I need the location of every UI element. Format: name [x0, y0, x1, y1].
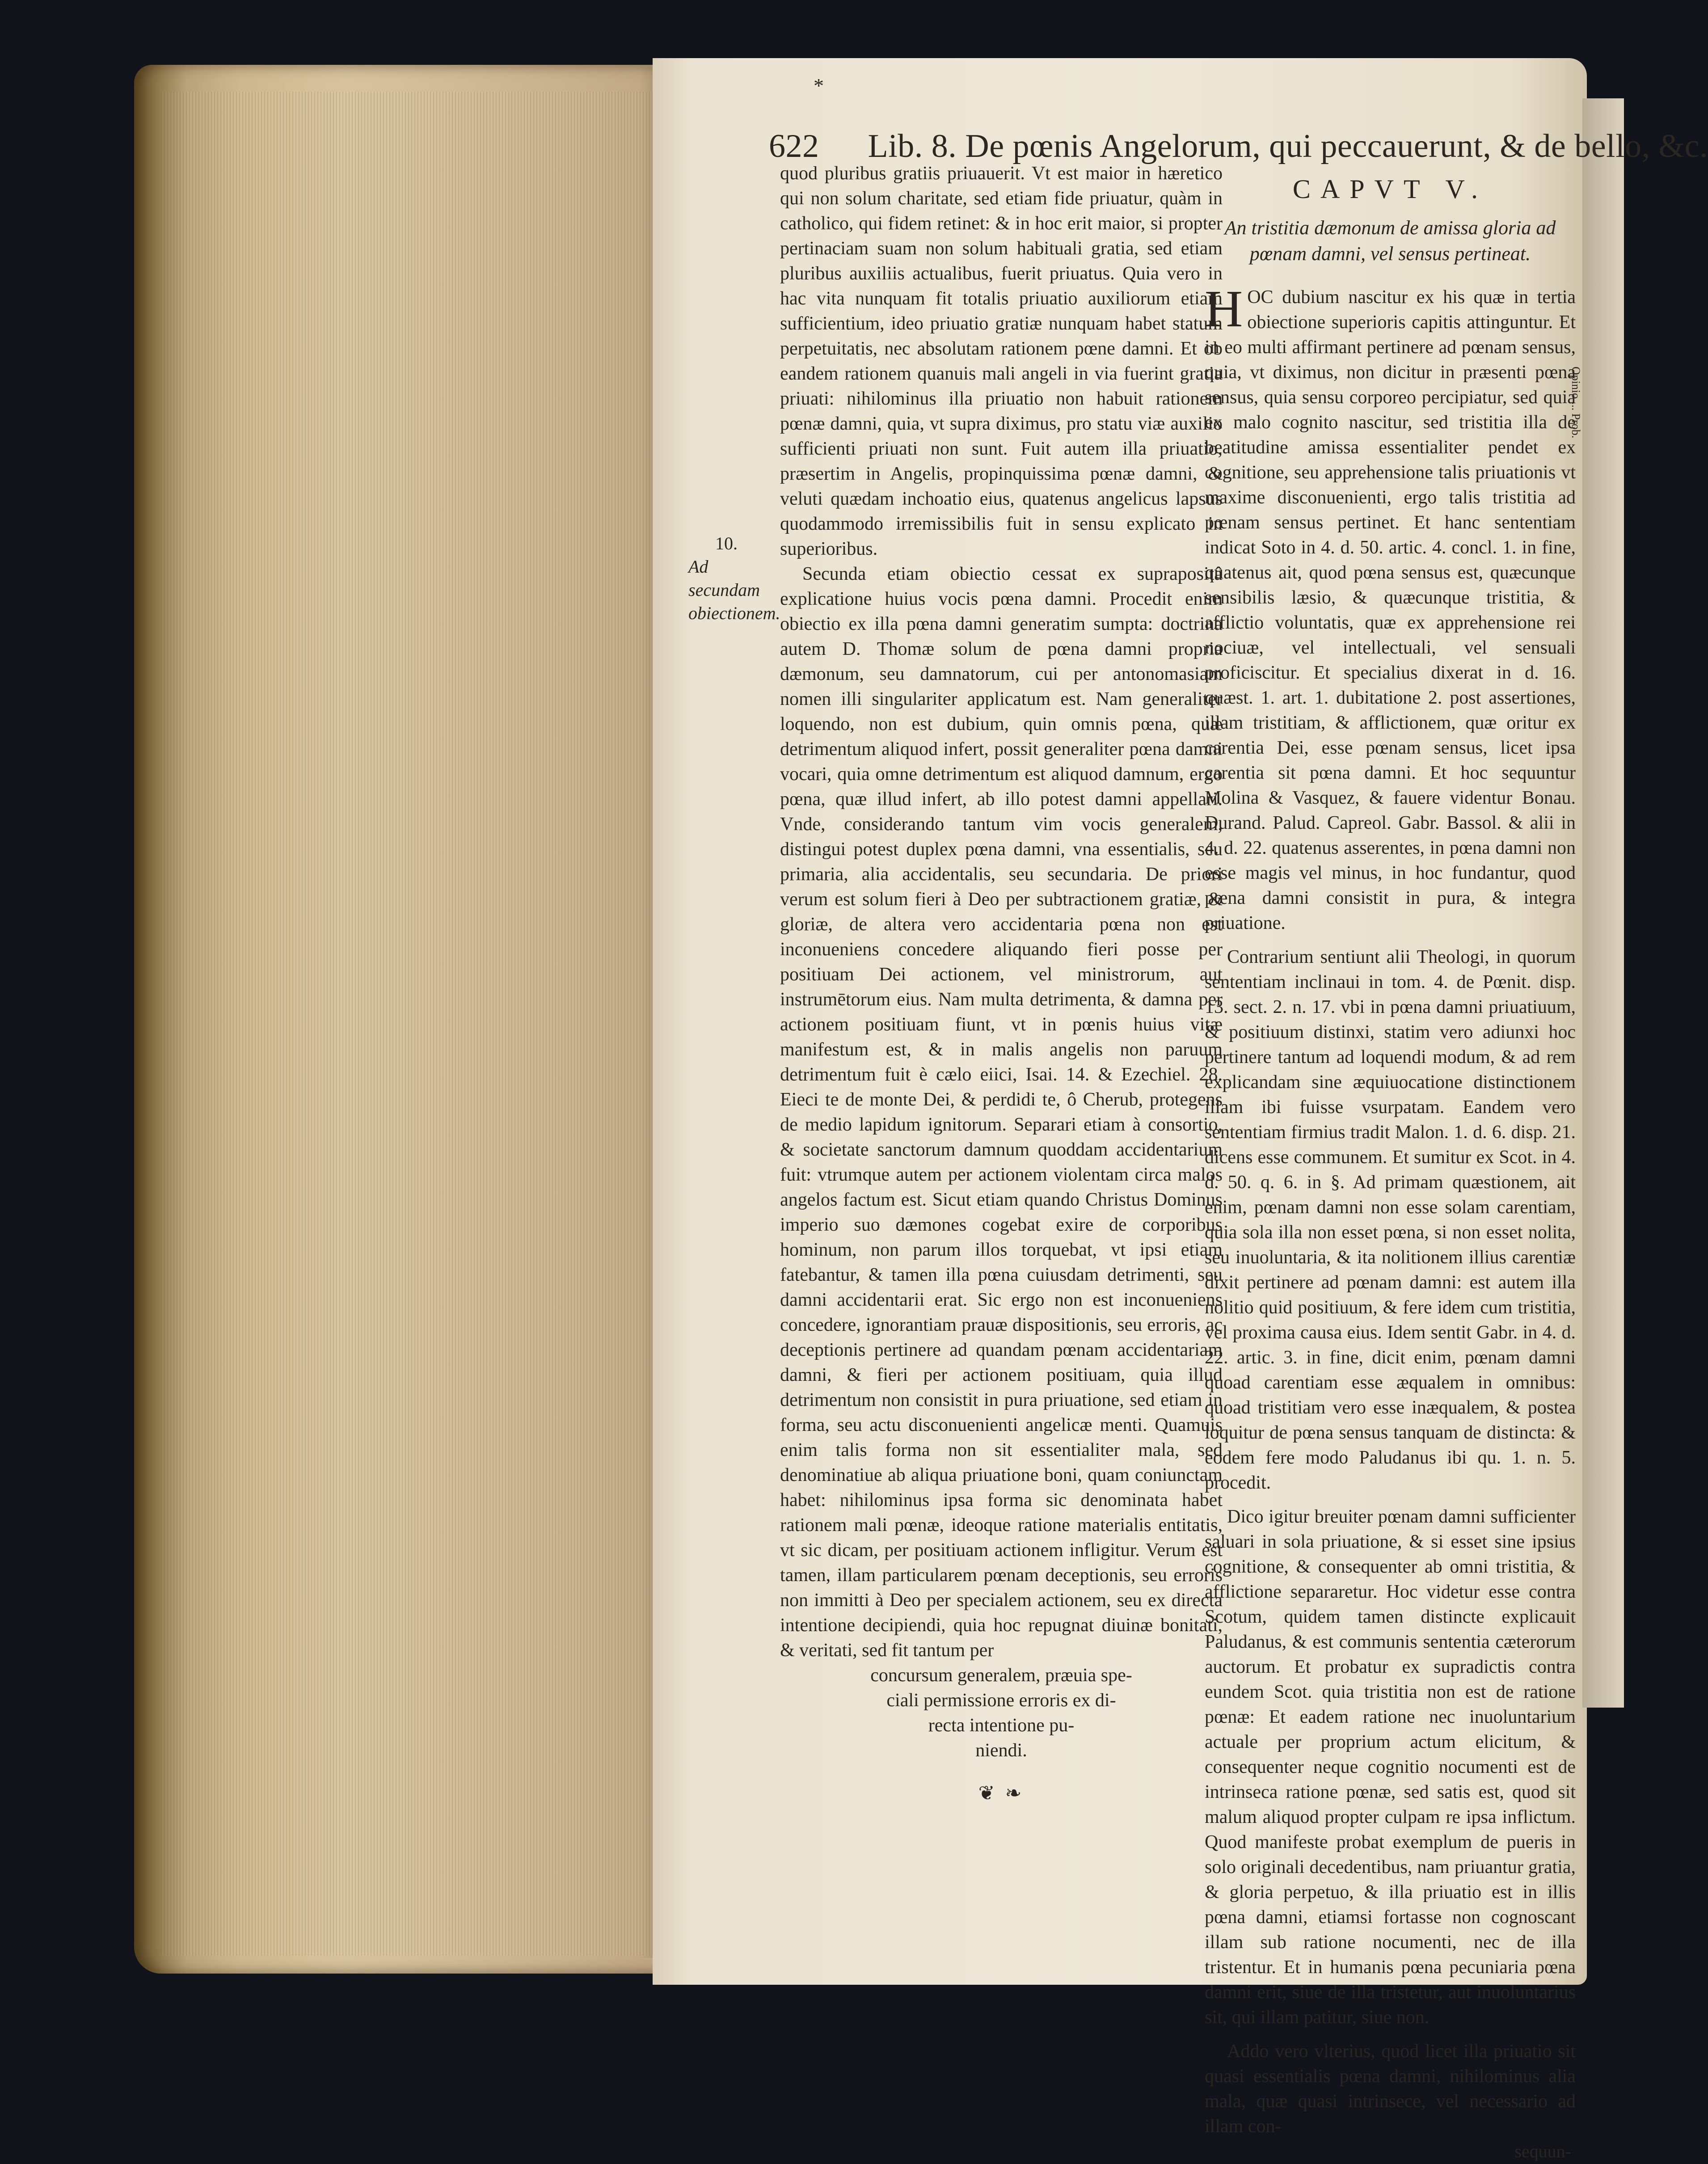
paragraph: Contrarium sentiunt alii Theologi, in quorum sententiam inclinaui in tom. 4. de Pœnit. disp. 13. sect. 2. n. 17. vbi in pœna damni priuatiuum, & positiuum distinxi, statim vero adiunxi hoc pertinere tantum ad loquendi modum, & ad rem explicandam sine æquiuocatione distinctionem illam ibi fuisse vsurpatam. Eandem vero sententiam firmius tradit Malon. 1. d. 6. disp. 21. dicens esse communem. Et sumitur ex Scot. in 4. d. 50. q. 6. in §. Ad primam quæstionem, ait enim, pœnam damni non esse solam carentiam, quia sola illa non esset pœna, si non esset nolita, seu inuoluntaria, & ita nolitionem illius carentiæ dixit pertinere ad pœnam damni: est autem illa nolitio quid positiuum, & fere idem cum tristitia, vel proxima causa eius. Idem sentit Gabr. in 4. d. 22. artic. 3. in fine, dicit enim, pœnam damni quoad carentiam esse æqualem in omnibus: quoad tristitiam vero esse inæqualem, & postea loquitur de pœna sensus tanquam de distincta: & eodem fere modo Paludanus ibi qu. 1. n. 5. procedit.	[1205, 945, 1576, 1495]
running-header	[769, 127, 1560, 165]
left-text-column	[780, 161, 1223, 1806]
paragraph: quod pluribus gratiis priuauerit. Vt est maior in hæretico qui non solum charitate, sed etiam fide priuatur, quàm in catholico, qui fidem retinet: & in hoc erit maior, si propter pertinaciam suam non solum habituali gratia, sed etiam pluribus auxiliis actualibus, fuerit priuatus. Quia vero in hac vita nunquam fit totalis priuatio auxiliorum etiam sufficientium, ideo priuatio gratiæ nunquam habet statum perpetuitatis, nec absolutam rationem pœne damni. Et ob eandem rationem quanuis mali angeli in via fuerint gratia priuati: nihilominus illa priuatio non habuit rationem pœnæ damni, quia, vt supra diximus, pro statu viæ auxilio sufficienti priuati non sunt. Fuit autem illa priuatio, præsertim in Angelis, propinquissima pœnæ damni, & veluti quædam inchoatio eius, quatenus angelicus lapsus quodammodo irremissibilis fuit in sensu explicato in superioribus.	[780, 161, 1223, 561]
book-page-edges	[134, 65, 662, 1974]
margin-note-text: Ad secundam obiectionem.	[688, 557, 780, 623]
drop-cap: H	[1205, 287, 1243, 330]
ending-line: niendi.	[780, 1738, 1223, 1763]
printer-ornament: ❦ ❧	[780, 1781, 1223, 1806]
paragraph: Addo vero vlterius, quod licet illa priuatio sit quasi essentialis pœna damni, nihilominus alia mala, quæ quasi intrinsece, vel necessario ad illam con-	[1205, 2039, 1576, 2139]
signature-mark: *	[814, 74, 824, 97]
right-margin-note: Opinio ... Prob.	[1569, 367, 1582, 635]
chapter-subtitle: An tristitia dæmonum de amissa gloria ad pœnam damni, vel sensus pertineat.	[1223, 215, 1558, 267]
left-margin-note	[688, 532, 764, 625]
page-number: 622	[769, 128, 819, 165]
paragraph-text: OC dubium nascitur ex his quæ in tertia obiectione superioris capitis attinguntur. Et in eo multi affirmant pertinere ad pœnam sensus, quia, vt diximus, non dicitur in præsenti pœna sensus, quia sensu corporeo percipiatur, sed quia ex malo cognito nascitur, sed tristitia illa de beatitudine amissa essentialiter pendet ex cognitione, seu apprehensione talis priuationis vt maxime disconuenienti, ergo talis tristitia ad pœnam sensus pertinet. Et hanc sententiam indicat Soto in 4. d. 50. artic. 4. concl. 1. in fine, quatenus ait, quod pœna sensus est, quæcunque sensibilis læsio, & quæcunque tristitia, & afflictio voluntatis, quæ ex apprehensione rei nociuæ, vel intellectuali, vel sensuali proficiscitur. Et specialius dixerat in d. 16. quæst. 1. art. 1. dubitatione 2. post assertiones, illam tristitiam, & afflictionem, quæ oritur ex carentia Dei, esse pœnam sensus, licet ipsa carentia sit pœna damni. Et hoc sequuntur Molina & Vasquez, & fauere videntur Bonau. Durand. Palud. Capreol. Gabr. Bassol. & alii in 4. d. 22. quatenus asserentes, in pœna damni non esse magis vel minus, in hoc fundantur, quod pœna damni consistit in pura, & integra priuatione.	[1205, 287, 1576, 933]
ending-line: ciali permissione erroris ex di-	[780, 1688, 1223, 1713]
page-edge-stripes	[161, 92, 662, 1956]
margin-number: 10.	[688, 532, 764, 555]
next-page-edge	[1582, 98, 1624, 1708]
chapter-title: CAPVT V.	[1205, 177, 1576, 202]
running-title: Lib. 8. De pœnis Angelorum, qui peccauerunt, & de bello, &c.	[868, 128, 1708, 165]
tapered-ending	[780, 1663, 1223, 1763]
ending-line: concursum generalem, præuia spe-	[780, 1663, 1223, 1688]
ending-line: recta intentione pu-	[780, 1713, 1223, 1738]
catchword: sequun-	[1205, 2139, 1576, 2164]
paragraph: Dico igitur breuiter pœnam damni sufficienter saluari in sola priuatione, & si esset sine ipsius cognitione, & consequenter ab omni tristitia, & afflictione separaretur. Hoc videtur esse contra Scotum, quidem tamen distincte explicauit Paludanus, & est communis sententia cæterorum auctorum. Et probatur ex supradictis contra eundem Scot. quia tristitia non est de ratione pœnæ: Et eadem ratione nec inuoluntarium actuale per proprium actum elicitum, & consequenter neque cognitio nocumenti est de intrinseca ratione pœnæ, sed satis est, quod sit malum aliquod propter culpam re ipsa inflictum. Quod manifeste probat exemplum de pueris in solo originali decedentibus, nam priuantur gratia, & gloria perpetuo, & illa priuatio est in illis pœna damni, etiamsi fortasse non cognoscant illam sub ratione nocumenti, nec de illa tristentur. Et in humanis pœna pecuniaria pœna damni erit, siue de illa tristetur, aut inuoluntarius sit, qui illam patitur, siue non.	[1205, 1504, 1576, 2030]
paragraph: Secunda etiam obiectio cessat ex suprapositâ explicatione huius vocis pœna damni. Procedit enim obiectio ex illa pœna damni generatim sumpta: doctrina autem D. Thomæ solum de pœna damni propria dæmonum, seu damnatorum, cui per antonomasiam nomen illi singulariter applicatum est. Nam generaliter loquendo, non est dubium, quin omnis pœna, quæ detrimentum aliquod infert, possit generaliter pœna damni vocari, quia omne detrimentum est aliquod damnum, ergo pœna, quæ illud infert, ab illo potest damni appellari. Vnde, considerando tantum vim vocis generalem, distingui potest duplex pœna damni, vna essentialis, seu primaria, alia accidentalis, seu secundaria. De priori verum est solum fieri à Deo per subtractionem gratiæ, & gloriæ, de altera vero accidentaria pœna non est inconueniens concedere aliquando fieri posse per positiuam Dei actionem, vel ministrorum, aut instrumētorum eius. Nam multa detrimenta, & damna per actionem positiuam fiunt, vt in pœnis huius vitæ manifestum est, & in malis angelis non paruum detrimentum fuit è cælo eiici, Isai. 14. & Ezechiel. 28. Eieci te de monte Dei, & perdidi te, ô Cherub, protegens de medio lapidum ignitorum. Separari etiam à consortio, & societate sanctorum damnum quoddam accidentarium fuit: vtrumque autem per actionem violentam circa malos angelos factum est. Sicut etiam quando Christus Dominus imperio suo dæmones cogebat exire de corporibus hominum, non parum illos torquebat, vt ipsi etiam fatebantur, & tamen illa pœna cuiusdam detrimenti, seu damni accidentarii erat. Sic ergo non est inconueniens concedere, ignorantiam prauæ dispositionis, seu erroris, ac deceptionis pertinere ad quandam pœnam accidentariam damni, & fieri per actionem positiuam, quia illud detrimentum non consistit in pura priuatione, sed etiam in forma, seu actu disconuenienti angelicæ menti. Quamuis enim talis forma non sit essentialiter mala, sed denominatiue ab aliqua priuatione boni, quam coniunctam habet: nihilominus ipsa forma sic denominata habet rationem mali pœnæ, ideoque ratione materialis entitatis, vt sic dicam, per positiuam actionem infligitur. Verum est tamen, illam particularem pœnam deceptionis, seu erroris non immitti à Deo per specialem actionem, seu ex directa intentione decipiendi, quia hoc repugnat diuinæ bonitati, & veritati, sed fit tantum per	[780, 561, 1223, 1663]
right-text-column	[1205, 177, 1576, 2164]
paragraph	[1205, 285, 1576, 936]
